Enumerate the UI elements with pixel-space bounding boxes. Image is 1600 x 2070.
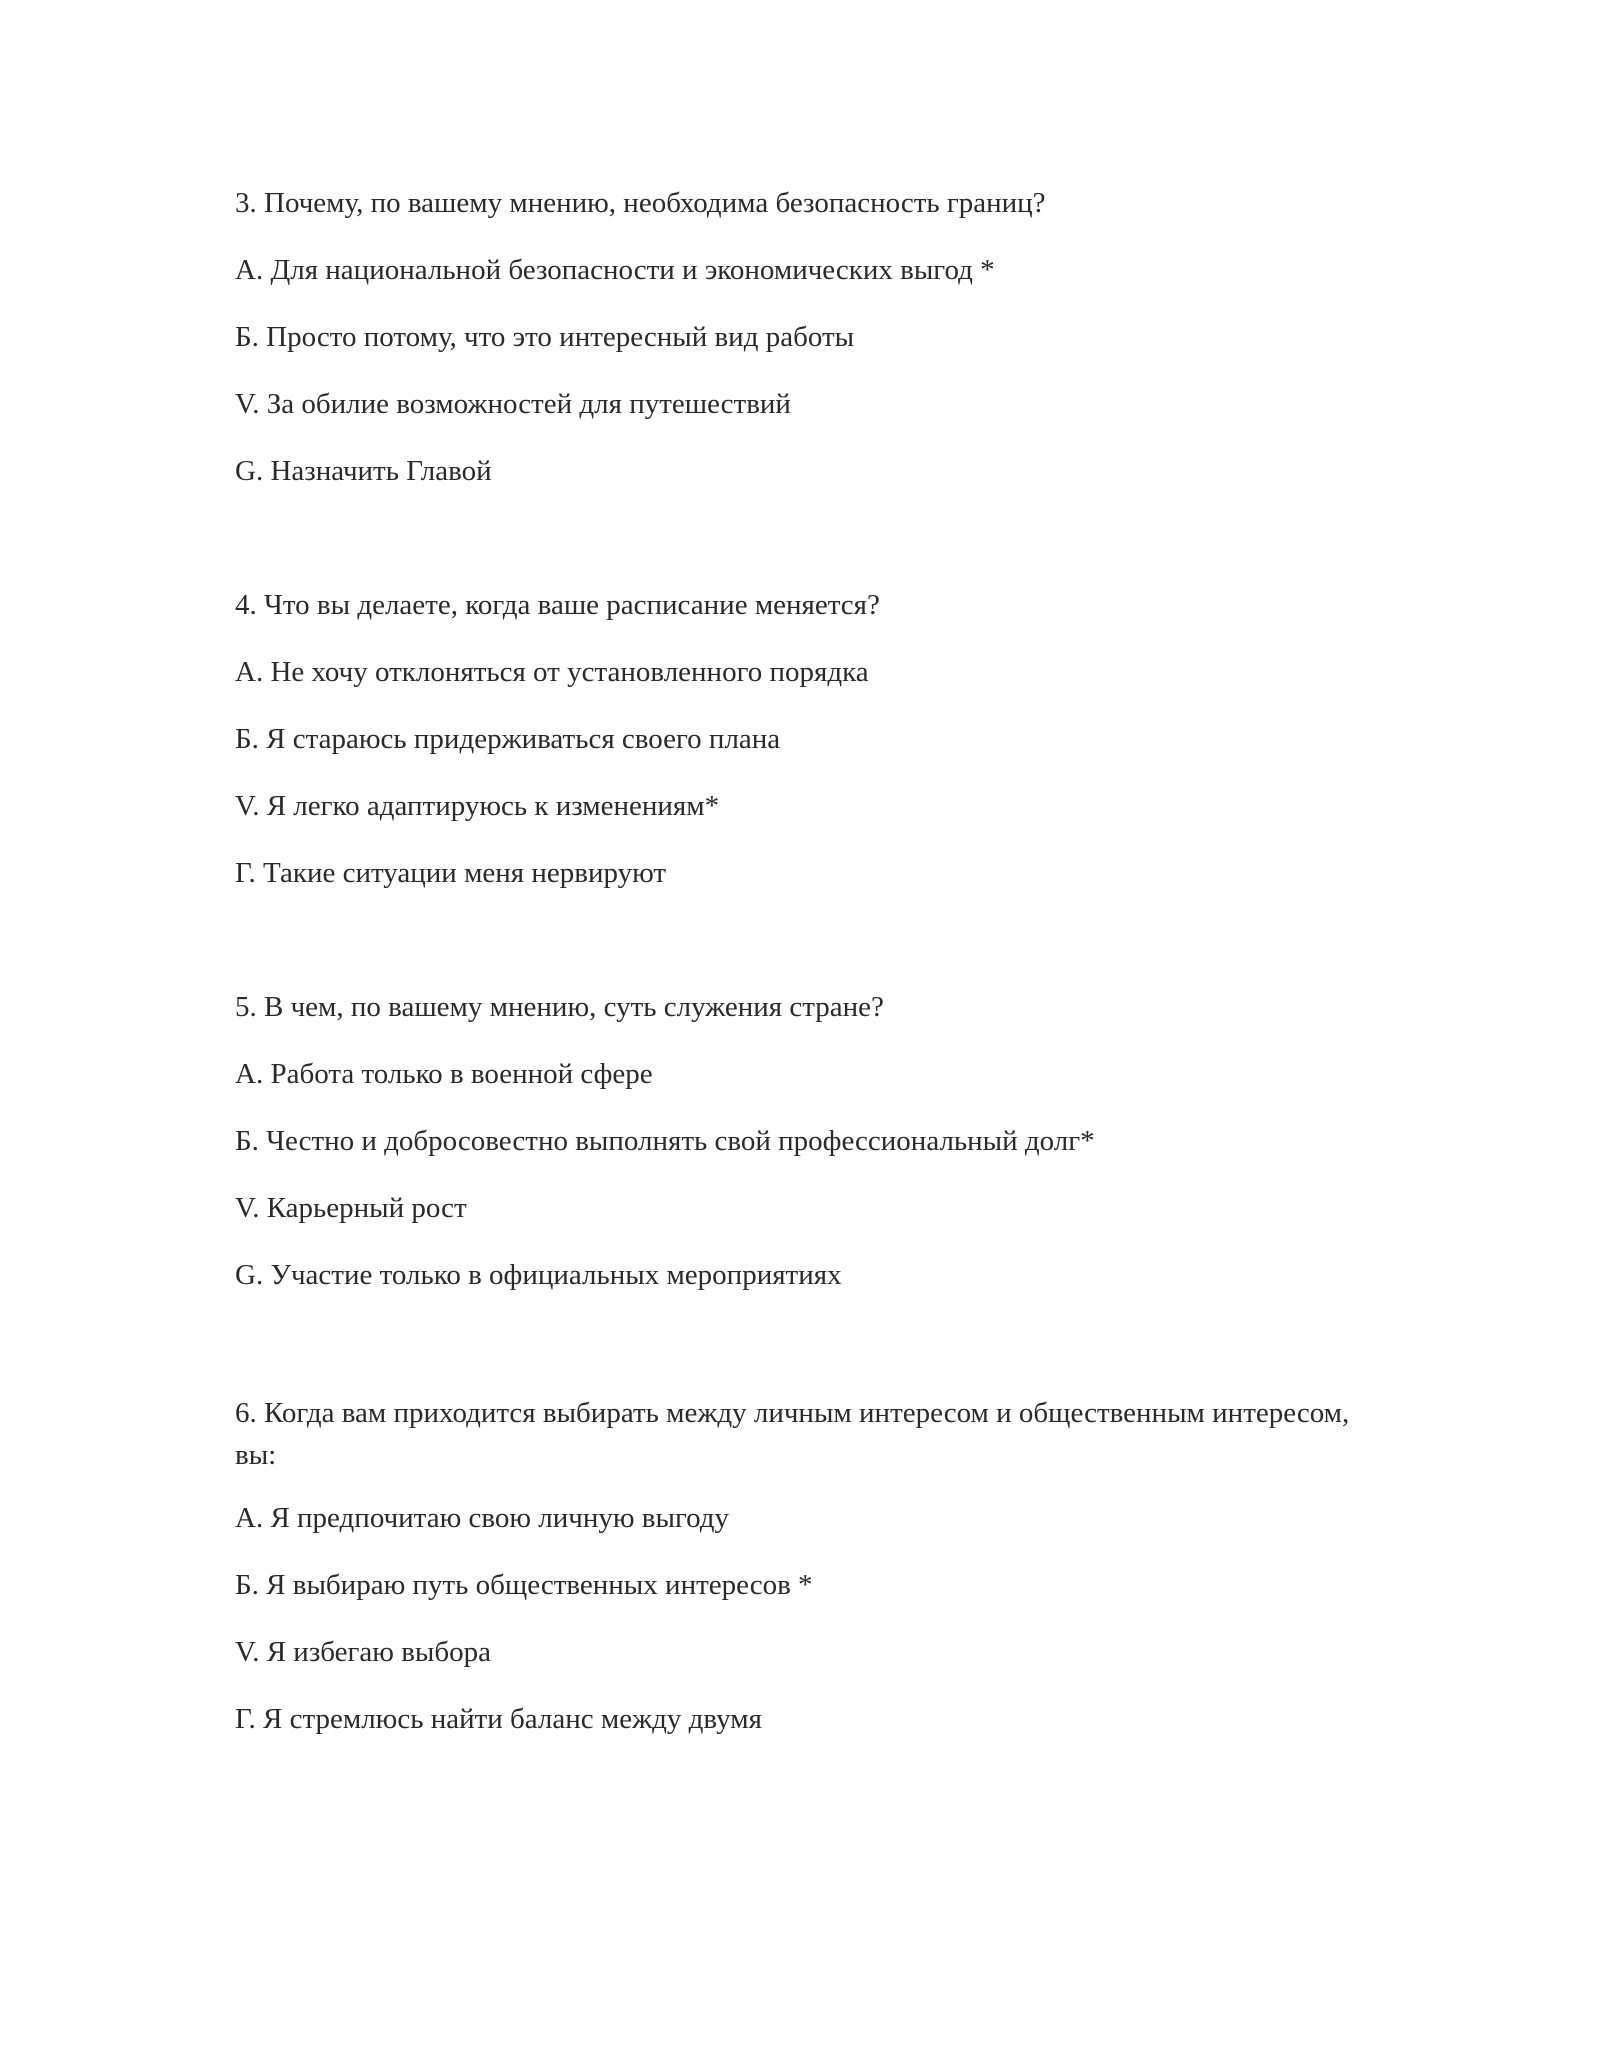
question-6-option-v: V. Я избегаю выбора <box>235 1636 492 1668</box>
question-3-text: 3. Почему, по вашему мнению, необходима безопасность границ? <box>235 187 1046 219</box>
question-6-block <box>235 1392 1365 1736</box>
question-3-option-v: V. За обилие возможностей для путешествий <box>235 388 791 420</box>
question-3-block <box>235 186 1365 488</box>
question-4-option-g: Г. Такие ситуации меня нервируют <box>235 857 667 889</box>
question-4-text: 4. Что вы делаете, когда ваше расписание меняется? <box>235 589 880 621</box>
questionnaire <box>235 186 1365 1736</box>
question-6-option-a: А. Я предпочитаю свою личную выгоду <box>235 1502 730 1534</box>
question-5-option-b: Б. Честно и добросовестно выполнять свой профессиональный долг* <box>235 1125 1095 1157</box>
question-3-option-b: Б. Просто потому, что это интересный вид работы <box>235 321 855 353</box>
question-6-text: 6. Когда вам приходится выбирать между личным интересом и общественным интересом, вы: <box>235 1397 1350 1471</box>
question-5-option-g: G. Участие только в официальных мероприятиях <box>235 1259 842 1291</box>
question-3-option-a: А. Для национальной безопасности и экономических выгод * <box>235 254 995 286</box>
question-4-block <box>235 588 1365 890</box>
question-3-option-g: G. Назначить Главой <box>235 455 492 487</box>
question-5-option-v: V. Карьерный рост <box>235 1192 467 1224</box>
question-4-option-v: V. Я легко адаптируюсь к изменениям* <box>235 790 720 822</box>
question-5-block <box>235 990 1365 1292</box>
question-4-option-b: Б. Я стараюсь придерживаться своего плана <box>235 723 781 755</box>
question-6-option-b: Б. Я выбираю путь общественных интересов * <box>235 1569 813 1601</box>
question-5-text: 5. В чем, по вашему мнению, суть служения стране? <box>235 991 884 1023</box>
question-6-option-g: Г. Я стремлюсь найти баланс между двумя <box>235 1703 762 1735</box>
question-4-option-a: А. Не хочу отклоняться от установленного порядка <box>235 656 869 688</box>
question-5-option-a: А. Работа только в военной сфере <box>235 1058 653 1090</box>
